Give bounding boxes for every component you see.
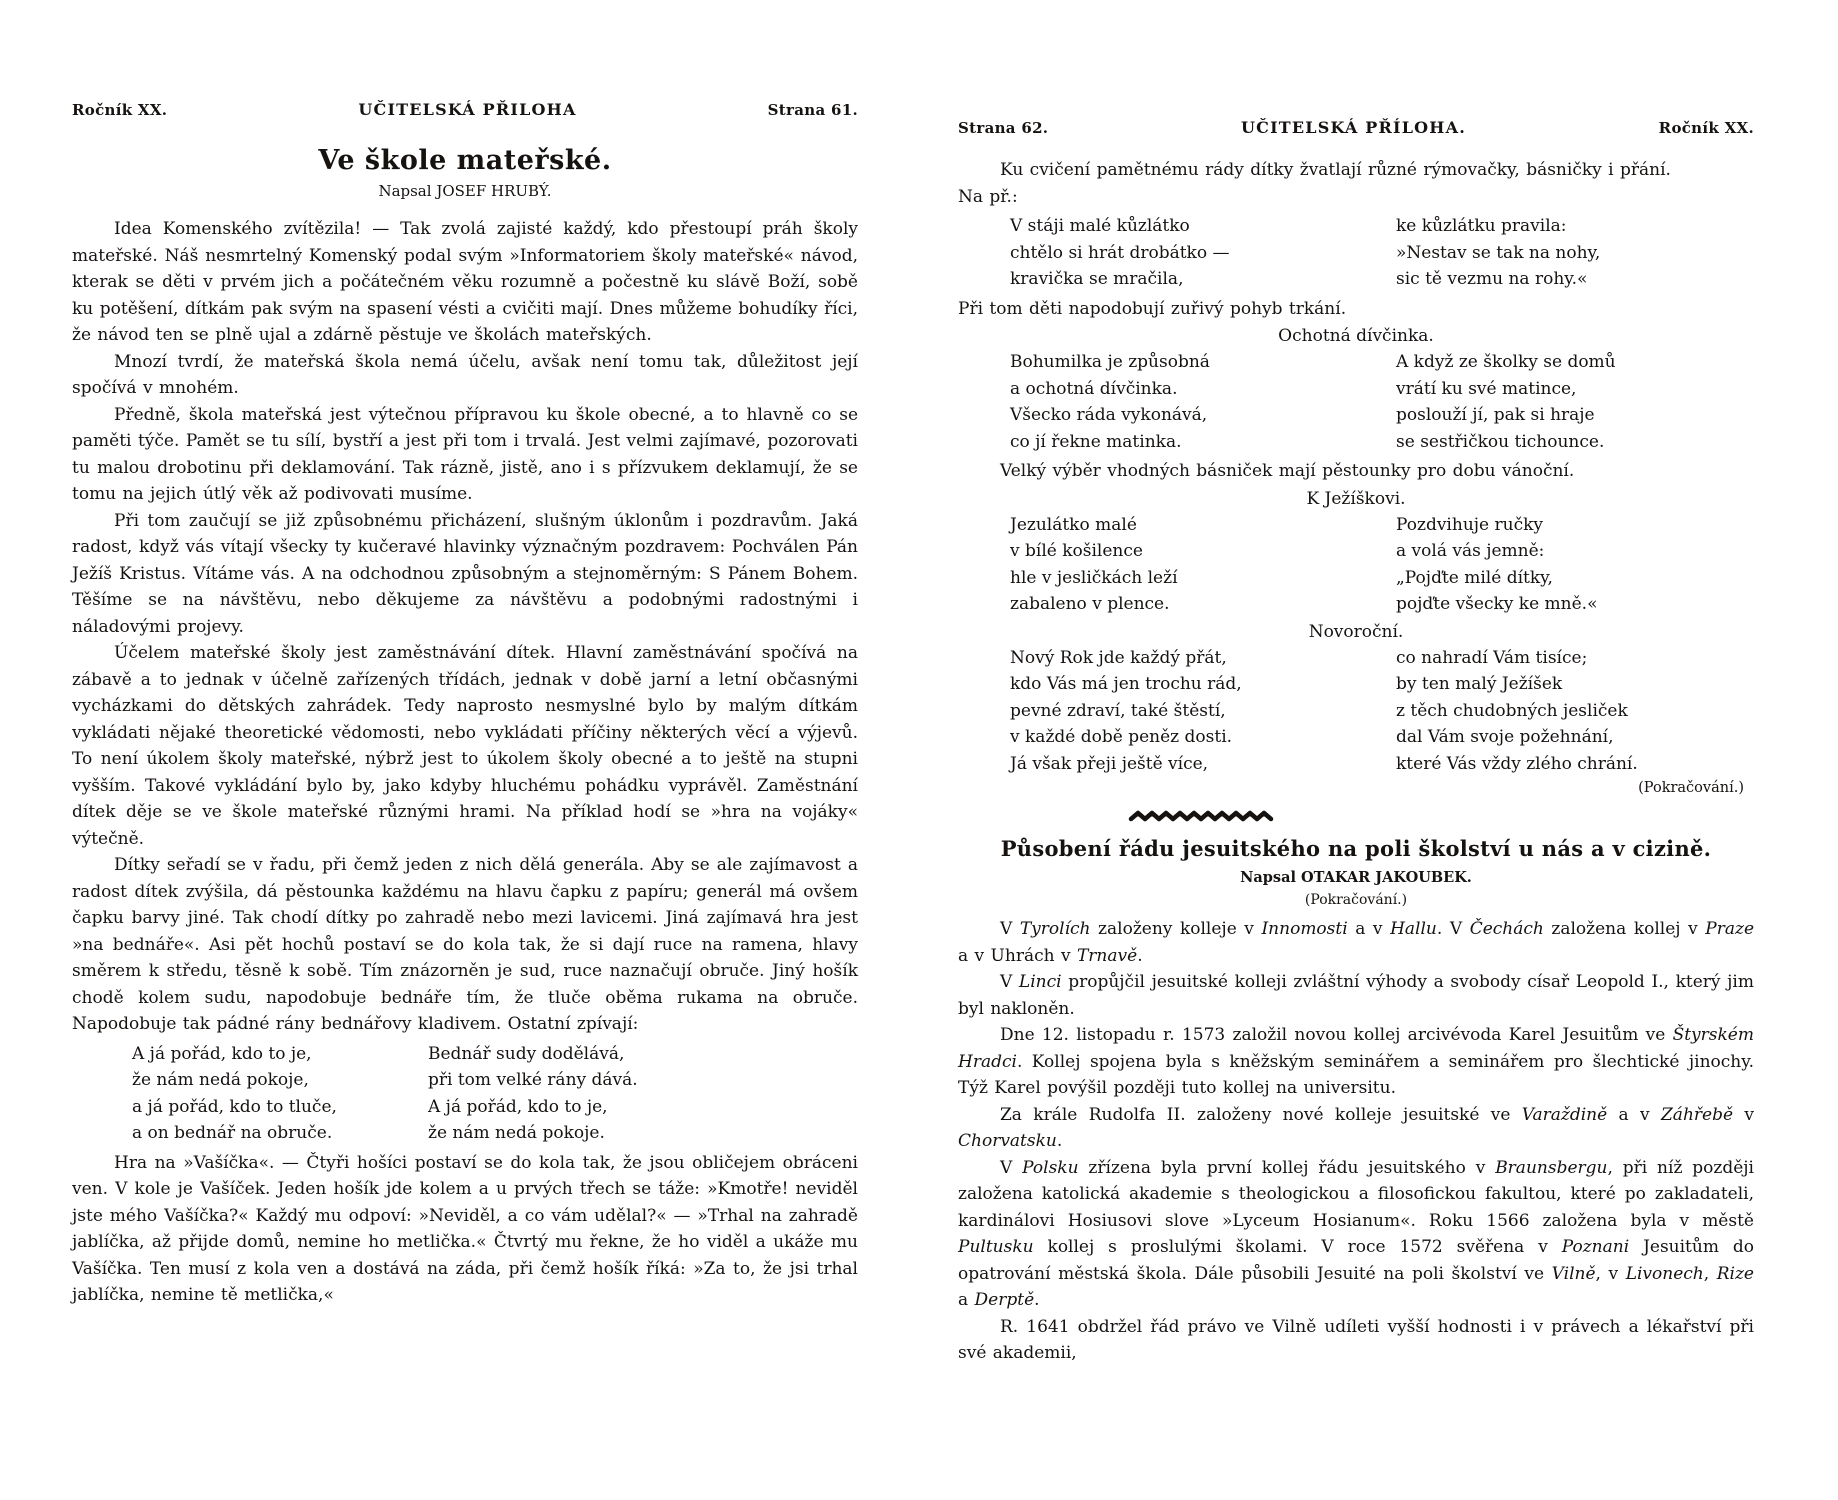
page-number: Strana 61. (767, 101, 858, 119)
paragraph: Při tom zaučují se již způsobnému přicházení, slušným úklonům i pozdravům. Jaká radost, když vás vítají všecky ty kučeravé hlavinky význačným pozdravem: Pochválen Pán Ježíš Kristus. Vítáme vás. A na odchodnou způsobným a stejnoměrným: S Pánem Bohem. Těšíme se na návštěvu, nebo děkujeme za návštěvu a podobnými radostnými i náladovými projevy. (72, 510, 858, 637)
verse-jezulatko (958, 512, 1754, 618)
article2-byline: Napsal OTAKAR JAKOUBEK. (1240, 869, 1472, 886)
page-right (958, 0, 1754, 1367)
article2-title: Působení řádu jesuitského na poli školství u nás a v cizině. (1000, 836, 1712, 861)
verse-column: Bohumilka je způsobná a ochotná dívčinka. Všecko ráda vykonává, co jí řekne matinka. (1010, 352, 1210, 452)
verse-heading: K Ježíškovi. (1306, 488, 1406, 509)
paragraph: Dítky seřadí se v řadu, při čemž jeden z nich dělá generála. Aby se ale zajímavost a radost dítek zvýšila, dá pěstounka každému na hlavu čapku z papíru; generál má ovšem čapku barvy jiné. Tak chodí dítky po zahradě nebo mezi lavicemi. Jiná zajímavá hra jest »na bednáře«. Asi pět hochů postaví se do kola tak, že si dají ruce na ramena, hlavy směrem k středu, těsně k sobě. Tím znázorněn je sud, ruce naznačují obruče. Jiný hošík chodě kolem sudu, napodobuje bednáře tím, že tluče oběma rukama na obruče. Napodobuje tak pádné rány bednářovy kladivem. Ostatní zpívají: (72, 855, 858, 1034)
paragraph: Hra na »Vašíčka«. — Čtyři hošíci postaví se do kola tak, že jsou obličejem obráceni ven. V kole je Vašíček. Jeden hošík jde kolem a u prvých třech se táže: »Kmotře! neviděl jste mého Vašíčka?« Každý mu odpoví: »Neviděl, a co vám udělal?« — »Trhal na zahradě jablíčka, až přijde domů, nemine ho metlička.« Čtvrtý mu řekne, že ho viděl a ukáže mu Vašíčka. Ten musí z kola ven a dostává na záda, při čemž hošík říká: »Za to, že jsi trhal jablíčka, nemine tě metlička,« (72, 1152, 858, 1305)
verse-bednar (72, 1041, 858, 1147)
paragraph: V Polsku zřízena byla první kollej řádu jesuitského v Braunsbergu, při níž později založena katolická akademie s theologickou a filosofickou fakultou, které po zakladateli, kardinálovi Hosiusovi slove »Lyceum Hosianum«. Roku 1566 založena byla v městě Pultusku kollej s proslulými školami. V roce 1572 svěřena v Poznani Jesuitům do opatrování městská škola. Dále působili Jesuité na poli školství ve Vilně, v Livonech, Rize a Derptě. (958, 1157, 1754, 1310)
paragraph: Idea Komenského zvítězila! — Tak zvolá zajisté každý, kdo přestoupí práh školy mateřské. Náš nesmrtelný Komenský podal svým »Informatoriem školy mateřské« návod, kterak se děti v prvém jich a počátečném věku rozumně a počestně ku slávě Boží, sobě ku potěšení, dítkám pak svým na spasení vésti a cvičiti mají. Dnes můžeme bohudíky říci, že návod ten se plně ujal a zdárně pěstuje ve školách mateřských. (72, 219, 858, 345)
continuation-note: (Pokračování.) (1638, 780, 1744, 796)
paragraph: Ku cvičení pamětnému rády dítky žvatlají různé rýmovačky, básničky i přání. (1000, 160, 1671, 180)
verse-column: Nový Rok jde každý přát, kdo Vás má jen trochu rád, pevné zdraví, také štěstí, v každé době peněz dosti. Já však přeji ještě více, (1010, 647, 1242, 774)
verse-column: co nahradí Vám tisíce; by ten malý Ježíšek z těch chudobných jesliček dal Vám svoje požehnání, které Vás vždy zlého chrání. (1396, 647, 1638, 774)
paragraph: V Tyrolích založeny kolleje v Innomosti a v Hallu. V Čechách založena kollej v Praze a v Uhrách v Trnavě. (958, 919, 1754, 966)
paragraph: Velký výběr vhodných básniček mají pěstounky pro dobu vánoční. (1000, 461, 1575, 481)
journal-title: UČITELSKÁ PŘÍLOHA. (1240, 118, 1467, 137)
verse-kuzlatko (958, 213, 1754, 293)
article2-subtitle: (Pokračování.) (1304, 892, 1408, 908)
verse-column: A já pořád, kdo to je, že nám nedá pokoje, a já pořád, kdo to tluče, a on bednář na obruče. (132, 1043, 337, 1143)
paragraph: Dne 12. listopadu r. 1573 založil novou kollej arcivévoda Karel Jesuitům ve Štyrském Hradci. Kollej spojena byla s kněžským seminářem a seminářem pro šlechtické jinochy. Týž Karel povýšil později tuto kollej na universitu. (958, 1025, 1754, 1098)
page-number: Strana 62. (958, 119, 1049, 137)
journal-title: UČITELSKÁ PŘILOHA (358, 100, 577, 119)
paragraph: R. 1641 obdržel řád právo ve Vilně udíleti vyšší hodnosti i v právech a lékařství při své akademii, (958, 1316, 1754, 1363)
verse-column: ke kůzlátku pravila: »Nestav se tak na nohy, sic tě vezmu na rohy.« (1396, 216, 1601, 289)
article1-title: Ve škole mateřské. (318, 145, 612, 176)
squiggle-divider (1128, 808, 1754, 822)
verse-bohumilka (958, 349, 1754, 455)
edition-label: Ročník XX. (1658, 119, 1754, 137)
page-right-header (958, 118, 1754, 137)
verse-column: Pozdvihuje ručky a volá vás jemně: „Pojďte milé dítky, pojďte všecky ke mně.« (1396, 514, 1598, 614)
wavy-line-icon (1128, 809, 1278, 823)
verse-column: A když ze školky se domů vrátí ku své matince, poslouží jí, pak si hraje se sestřičkou tichounce. (1396, 352, 1616, 452)
verse-heading: Ochotná dívčinka. (1278, 326, 1434, 346)
page-left-header (72, 100, 858, 119)
verse-novorocni (958, 645, 1754, 778)
verse-heading: Novoroční. (1308, 621, 1404, 642)
paragraph: V Linci propůjčil jesuitské kolleji zvláštní výhody a svobody císař Leopold I., který jim byl nakloněn. (958, 972, 1754, 1019)
paragraph: Účelem mateřské školy jest zaměstnávání dítek. Hlavní zaměstnávání spočívá na zábavě a to jednak v účelně zařízených třídách, jednak v době jarní a letní občasnými vycházkami do dětských zahrádek. Tedy naprosto nesmyslné bylo by malým dítkám vykládati nějaké theoretické vědomosti, nebo vykládati příčiny některých věcí a výjevů. To není úkolem školy mateřské, nýbrž jest to úkolem školy obecné a to ještě na stupni vyšším. Takové vykládání bylo by, jako kdyby hluchému pohádku vyprávěl. Zaměstnání dítek děje se ve škole mateřské různými hrami. Na příklad hodí se »hra na vojáky« výtečně. (72, 643, 858, 849)
article1-byline: Napsal JOSEF HRUBÝ. (378, 182, 552, 200)
paragraph: Na př.: (958, 186, 1018, 207)
paragraph: Za krále Rudolfa II. založeny nové kolleje jesuitské ve Varaždině a v Záhřebě v Chorvatsku. (958, 1104, 1754, 1151)
verse-column: Bednář sudy dodělává, při tom velké rány dává. A já pořád, kdo to je, že nám nedá pokoje. (428, 1043, 638, 1143)
edition-label: Ročník XX. (72, 101, 168, 119)
verse-column: V stáji malé kůzlátko chtělo si hrát drobátko — kravička se mračila, (1010, 216, 1230, 289)
paragraph: Předně, škola mateřská jest výtečnou přípravou ku škole obecné, a to hlavně co se paměti týče. Pamět se tu sílí, bystří a jest při tom i trvalá. Jest velmi zajímavé, pozorovati tu malou drobotinu při deklamování. Tak rázně, jistě, ano i s přízvukem deklamují, že se tomu na jejich útlý věk až podivovati musíme. (72, 404, 858, 504)
paragraph: Při tom děti napodobují zuřivý pohyb trkání. (958, 298, 1347, 319)
paragraph: Mnozí tvrdí, že mateřská škola nemá účelu, avšak není tomu tak, důležitost její spočívá v mnohém. (72, 351, 858, 398)
verse-column: Jezulátko malé v bílé košilence hle v jesličkách leží zabaleno v plence. (1010, 514, 1178, 614)
page-left (72, 0, 858, 1309)
